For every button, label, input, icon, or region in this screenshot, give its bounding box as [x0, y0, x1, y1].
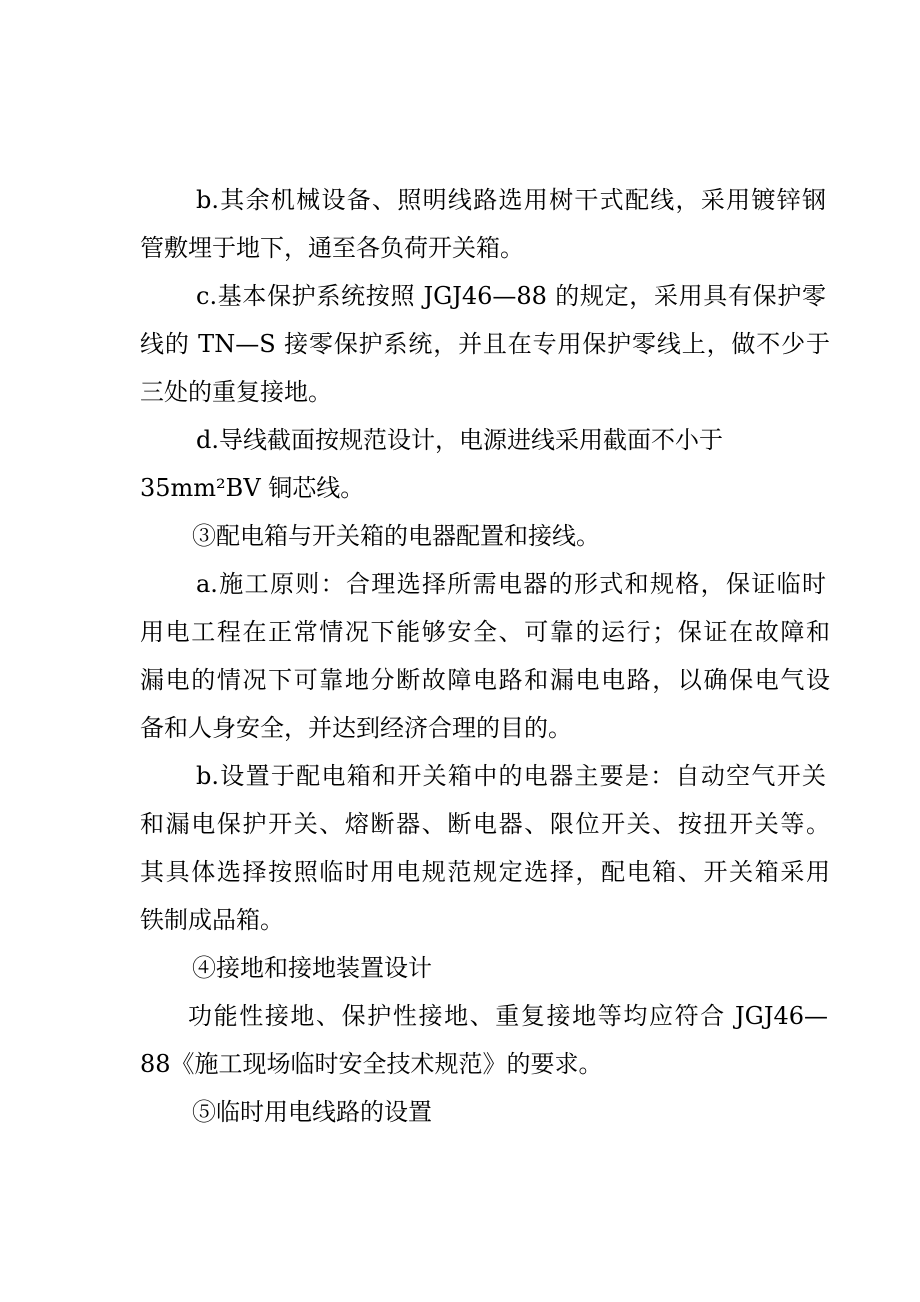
paragraph-a-line-4: 备和人身安全，并达到经济合理的目的。	[140, 714, 572, 742]
paragraph-grounding-line-2: 88《施工现场临时安全技术规范》的要求。	[140, 1050, 603, 1078]
paragraph-a-line-1: a.施工原则：合理选择所需电器的形式和规格，保证临时	[196, 570, 826, 598]
paragraph-grounding-line-1: 功能性接地、保护性接地、重复接地等均应符合 JGJ46—	[188, 1002, 828, 1030]
paragraph-b-line-1: b.其余机械设备、照明线路选用树干式配线，采用镀锌钢	[196, 186, 826, 214]
paragraph-c-line-1: c.基本保护系统按照 JGJ46—88 的规定，采用具有保护零	[196, 282, 826, 310]
paragraph-a-line-3: 漏电的情况下可靠地分断故障电路和漏电电路，以确保电气设	[140, 666, 830, 694]
paragraph-b2-line-3: 其具体选择按照临时用电规范规定选择，配电箱、开关箱采用	[140, 858, 830, 886]
paragraph-d-line-1: d.导线截面按规范设计，电源进线采用截面不小于	[196, 426, 723, 454]
paragraph-b2-line-2: 和漏电保护开关、熔断器、断电器、限位开关、按扭开关等。	[140, 810, 830, 838]
paragraph-d-line-2: 35mm²BV 铜芯线。	[140, 474, 365, 502]
paragraph-b-line-2: 管敷埋于地下，通至各负荷开关箱。	[140, 234, 524, 262]
section-5-heading: ⑤临时用电线路的设置	[192, 1098, 432, 1126]
paragraph-c-line-2: 线的 TN—S 接零保护系统，并且在专用保护零线上，做不少于	[140, 330, 830, 358]
section-3-heading: ③配电箱与开关箱的电器配置和接线。	[192, 522, 600, 550]
paragraph-c-line-3: 三处的重复接地。	[140, 378, 332, 406]
paragraph-b2-line-1: b.设置于配电箱和开关箱中的电器主要是：自动空气开关	[196, 762, 826, 790]
paragraph-b2-line-4: 铁制成品箱。	[140, 906, 284, 934]
paragraph-a-line-2: 用电工程在正常情况下能够安全、可靠的运行；保证在故障和	[140, 618, 830, 646]
section-4-heading: ④接地和接地装置设计	[192, 954, 432, 982]
